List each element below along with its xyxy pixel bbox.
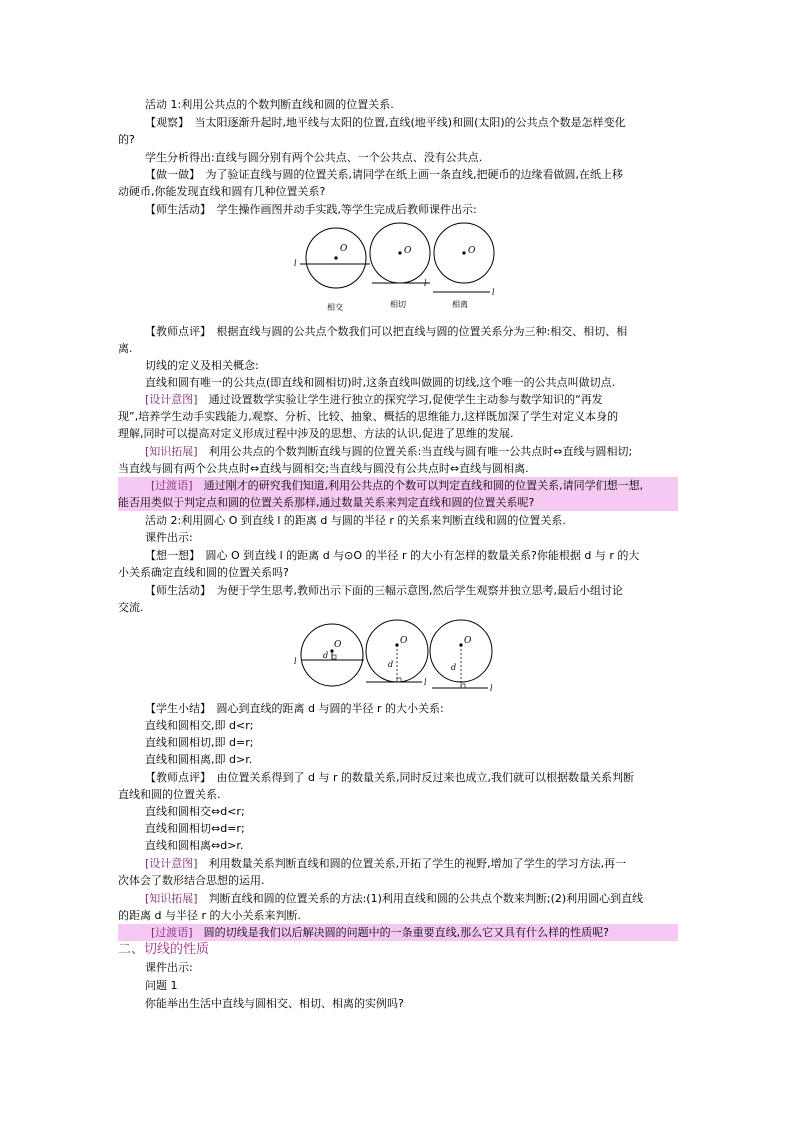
text-line: 【想一想】 圆心 O 到直线 l 的距离 d 与⊙O 的半径 r 的大小有怎样的数量关系?你能根据 d 与 r 的大 [145,549,640,562]
text-line: 课件出示: [145,531,193,544]
text-line: 【教师点评】 由位置关系得到了 d 与 r 的数量关系,同时反过来也成立,我们就可以根据数量关系判断 [145,771,634,784]
text-line: 【师生活动】 为便于学生思考,教师出示下面的三幅示意图,然后学生观察并独立思考,最后小组讨论 [145,584,623,597]
center-label: O [334,640,342,650]
figure-label-tangent: 相切 [390,300,406,309]
figure-label-separate: 相离 [452,300,468,309]
text-line: 直线和圆相离⇔d>r. [145,839,244,852]
text-line: 直线和圆有唯一的公共点(即直线和圆相切)时,这条直线叫做圆的切线,这个唯一的公共点叫做切点. [145,376,616,389]
text-line: 【学生小结】 圆心到直线的距离 d 与圆的半径 r 的大小关系: [145,702,444,715]
text-line: 当直线与圆有两个公共点时⇔直线与圆相交;当直线与圆没有公共点时⇔直线与圆相离. [118,462,529,475]
line-label: l [294,259,297,268]
line-label: l [490,684,493,693]
d-label: d [451,663,457,672]
text-line: 【观察】 当太阳逐渐升起时,地平线与太阳的位置,直线(地平线)和圆(太阳)的公共点个数是怎样变化 [145,116,626,129]
text-line: 直线和圆相切,即 d=r; [145,736,254,749]
text-line: 你能举出生活中直线与圆相交、相切、相离的实例吗? [145,997,404,1010]
design-intent: [设计意图] 通过设置数学实验让学生进行独立的探究学习,促使学生主动参与数学知识的“再发 [145,393,603,406]
text-line: 理解,同时可以提高对定义形成过程中涉及的思想、方法的认识,促进了思维的发展. [118,427,514,440]
d-label: d [323,651,329,660]
knowledge-extension: [知识拓展] 判断直线和圆的位置关系的方法:(1)利用直线和圆的公共点个数来判断;(2)利用圆心到直线 [145,892,644,905]
text-line: 现”,培养学生动手实践能力,观察、分析、比较、抽象、概括的思维能力,这样既加深了学生对定义本身的 [118,410,619,423]
knowledge-extension: [知识拓展] 利用公共点的个数判断直线与圆的位置关系:当直线与圆有唯一公共点时⇔直线与圆相切; [145,445,633,458]
text-line: 直线和圆相交⇔d<r; [145,805,245,818]
transition-text: [过渡语] 通过刚才的研究我们知道,利用公共点的个数可以判定直线和圆的位置关系,请同学们想一想, [118,477,678,494]
text-line: 动硬币,你能发现直线和圆有几种位置关系? [118,185,326,198]
text-line: 次体会了数形结合思想的运用. [118,874,265,887]
text-line: 学生分析得出:直线与圆分别有两个公共点、一个公共点、没有公共点. [145,151,483,164]
d-label: d [388,660,394,669]
transition-text: 能否用类似于判定点和圆的位置关系那样,通过数量关系来判定直线和圆的位置关系呢? [118,494,678,511]
figure-distance-radius [290,619,510,699]
text-line: 离. [118,342,133,355]
text-line: 直线和圆的位置关系. [118,788,221,801]
text-line: 活动 2:利用圆心 O 到直线 l 的距离 d 与圆的半径 r 的关系来判断直线和圆的位置关系. [145,514,566,527]
center-label: O [468,246,476,256]
figure-label-intersect: 相交 [327,303,343,312]
text-line: 直线和圆相离,即 d>r. [145,753,253,766]
text-line: 【师生活动】 学生操作画图并动手实践,等学生完成后教师课件出示: [145,203,477,216]
center-label: O [400,636,408,646]
text-line: 交流. [118,601,144,614]
transition-text: [过渡语] 圆的切线是我们以后解决圆的问题中的一条重要直线,那么它又具有什么样的性质呢? [118,924,678,941]
line-label: l [424,279,427,288]
line-label: l [492,288,495,297]
text-line: 直线和圆相切⇔d=r; [145,822,245,835]
line-label: l [294,657,297,666]
text-line: 的距离 d 与半径 r 的大小关系来判断. [118,909,301,922]
center-label: O [464,636,472,646]
text-line: 切线的定义及相关概念: [145,359,259,372]
text-line: 【教师点评】 根据直线与圆的公共点个数我们可以把直线与圆的位置关系分为三种:相交、相切、相 [145,325,628,338]
text-line: 问题 1 [145,979,178,992]
text-line: 小关系确定直线和圆的位置关系吗? [118,566,289,579]
line-label: l [424,678,427,687]
text-line: 课件出示: [145,961,193,974]
text-line: 直线和圆相交,即 d<r; [145,719,254,732]
section-heading: 二、切线的性质 [118,942,210,957]
center-label: O [340,244,348,254]
center-label: O [404,246,412,256]
design-intent: [设计意图] 利用数量关系判断直线和圆的位置关系,开拓了学生的视野,增加了学生的学习方法,再一 [145,857,627,870]
text-line: 活动 1:利用公共点的个数判断直线和圆的位置关系. [145,98,394,111]
text-line: 的? [118,133,135,146]
text-line: 【做一做】 为了验证直线与圆的位置关系,请同学在纸上画一条直线,把硬币的边缘看做圆,在纸上移 [145,168,623,181]
